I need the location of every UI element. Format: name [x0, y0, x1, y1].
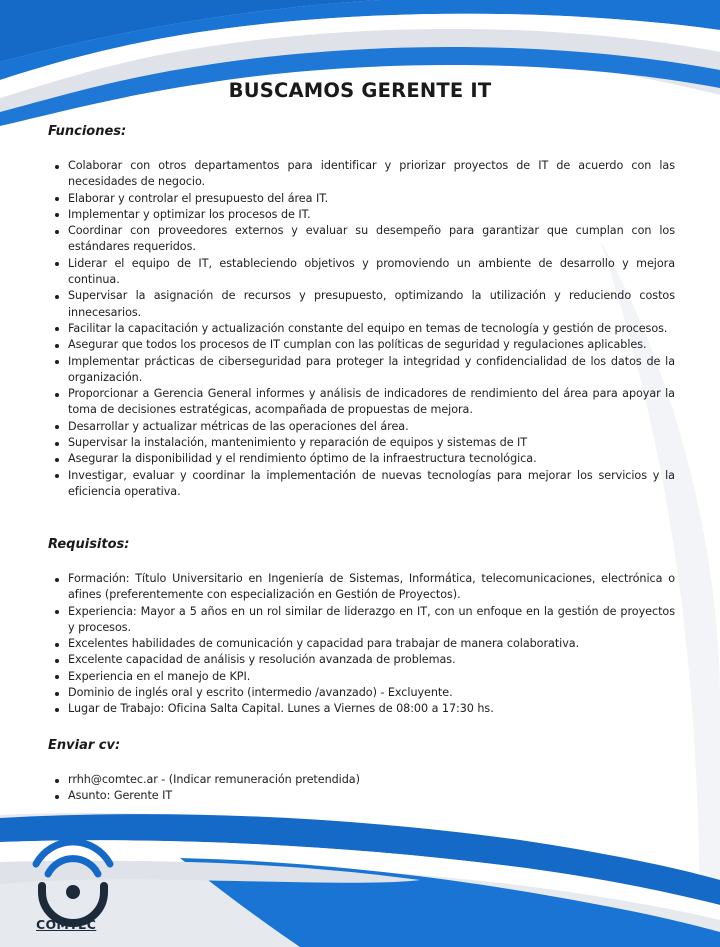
list-item: Excelente capacidad de análisis y resolución avanzada de problemas. [48, 652, 675, 668]
list-item: Lugar de Trabajo: Oficina Salta Capital. Lunes a Viernes de 08:00 a 17:30 hs. [48, 701, 675, 717]
list-item: Experiencia en el manejo de KPI. [48, 669, 675, 685]
list-item: Formación: Título Universitario en Ingeniería de Sistemas, Informática, telecomunicaciones, electrónica o afines (preferentemente con especialización en Gestión de Proyectos). [48, 571, 675, 604]
list-item: Excelentes habilidades de comunicación y capacidad para trabajar de manera colaborativa. [48, 636, 675, 652]
list-item: Asegurar que todos los procesos de IT cumplan con las políticas de seguridad y regulaciones aplicables. [48, 337, 675, 353]
list-item: Desarrollar y actualizar métricas de las operaciones del área. [48, 419, 675, 435]
enviar-list [48, 772, 675, 805]
list-item: Proporcionar a Gerencia General informes y análisis de indicadores de rendimiento del área para apoyar la toma de decisiones estratégicas, acompañada de propuestas de mejora. [48, 386, 675, 419]
list-item: Experiencia: Mayor a 5 años en un rol similar de liderazgo en IT, con un enfoque en la gestión de proyectos y procesos. [48, 604, 675, 637]
list-item: Supervisar la asignación de recursos y presupuesto, optimizando la utilización y reduciendo costos innecesarios. [48, 288, 675, 321]
requisitos-heading: Requisitos: [48, 537, 130, 552]
list-item: Elaborar y controlar el presupuesto del área IT. [48, 191, 675, 207]
list-item: Dominio de inglés oral y escrito (intermedio /avanzado) - Excluyente. [48, 685, 675, 701]
funciones-list [48, 158, 675, 500]
funciones-heading: Funciones: [48, 124, 127, 139]
list-item: Asunto: Gerente IT [48, 788, 675, 804]
list-item: Coordinar con proveedores externos y evaluar su desempeño para garantizar que cumplan con los estándares requeridos. [48, 223, 675, 256]
list-item: Asegurar la disponibilidad y el rendimiento óptimo de la infraestructura tecnológica. [48, 451, 675, 467]
requisitos-list [48, 571, 675, 718]
enviar-heading: Enviar cv: [48, 738, 121, 753]
logo-wordmark: COMTEC [36, 917, 97, 932]
list-item: rrhh@comtec.ar - (Indicar remuneración pretendida) [48, 772, 675, 788]
list-item: Facilitar la capacitación y actualización constante del equipo en temas de tecnología y gestión de procesos. [48, 321, 675, 337]
list-item: Implementar y optimizar los procesos de IT. [48, 207, 675, 223]
list-item: Colaborar con otros departamentos para identificar y priorizar proyectos de IT de acuerdo con las necesidades de negocio. [48, 158, 675, 191]
list-item: Supervisar la instalación, mantenimiento y reparación de equipos y sistemas de IT [48, 435, 675, 451]
list-item: Liderar el equipo de IT, estableciendo objetivos y promoviendo un ambiente de desarrollo y mejora continua. [48, 256, 675, 289]
page-title: BUSCAMOS GERENTE IT [228, 79, 492, 102]
list-item: Implementar prácticas de ciberseguridad para proteger la integridad y confidencialidad de los datos de la organización. [48, 354, 675, 387]
list-item: Investigar, evaluar y coordinar la implementación de nuevas tecnologías para mejorar los servicios y la eficiencia operativa. [48, 468, 675, 501]
